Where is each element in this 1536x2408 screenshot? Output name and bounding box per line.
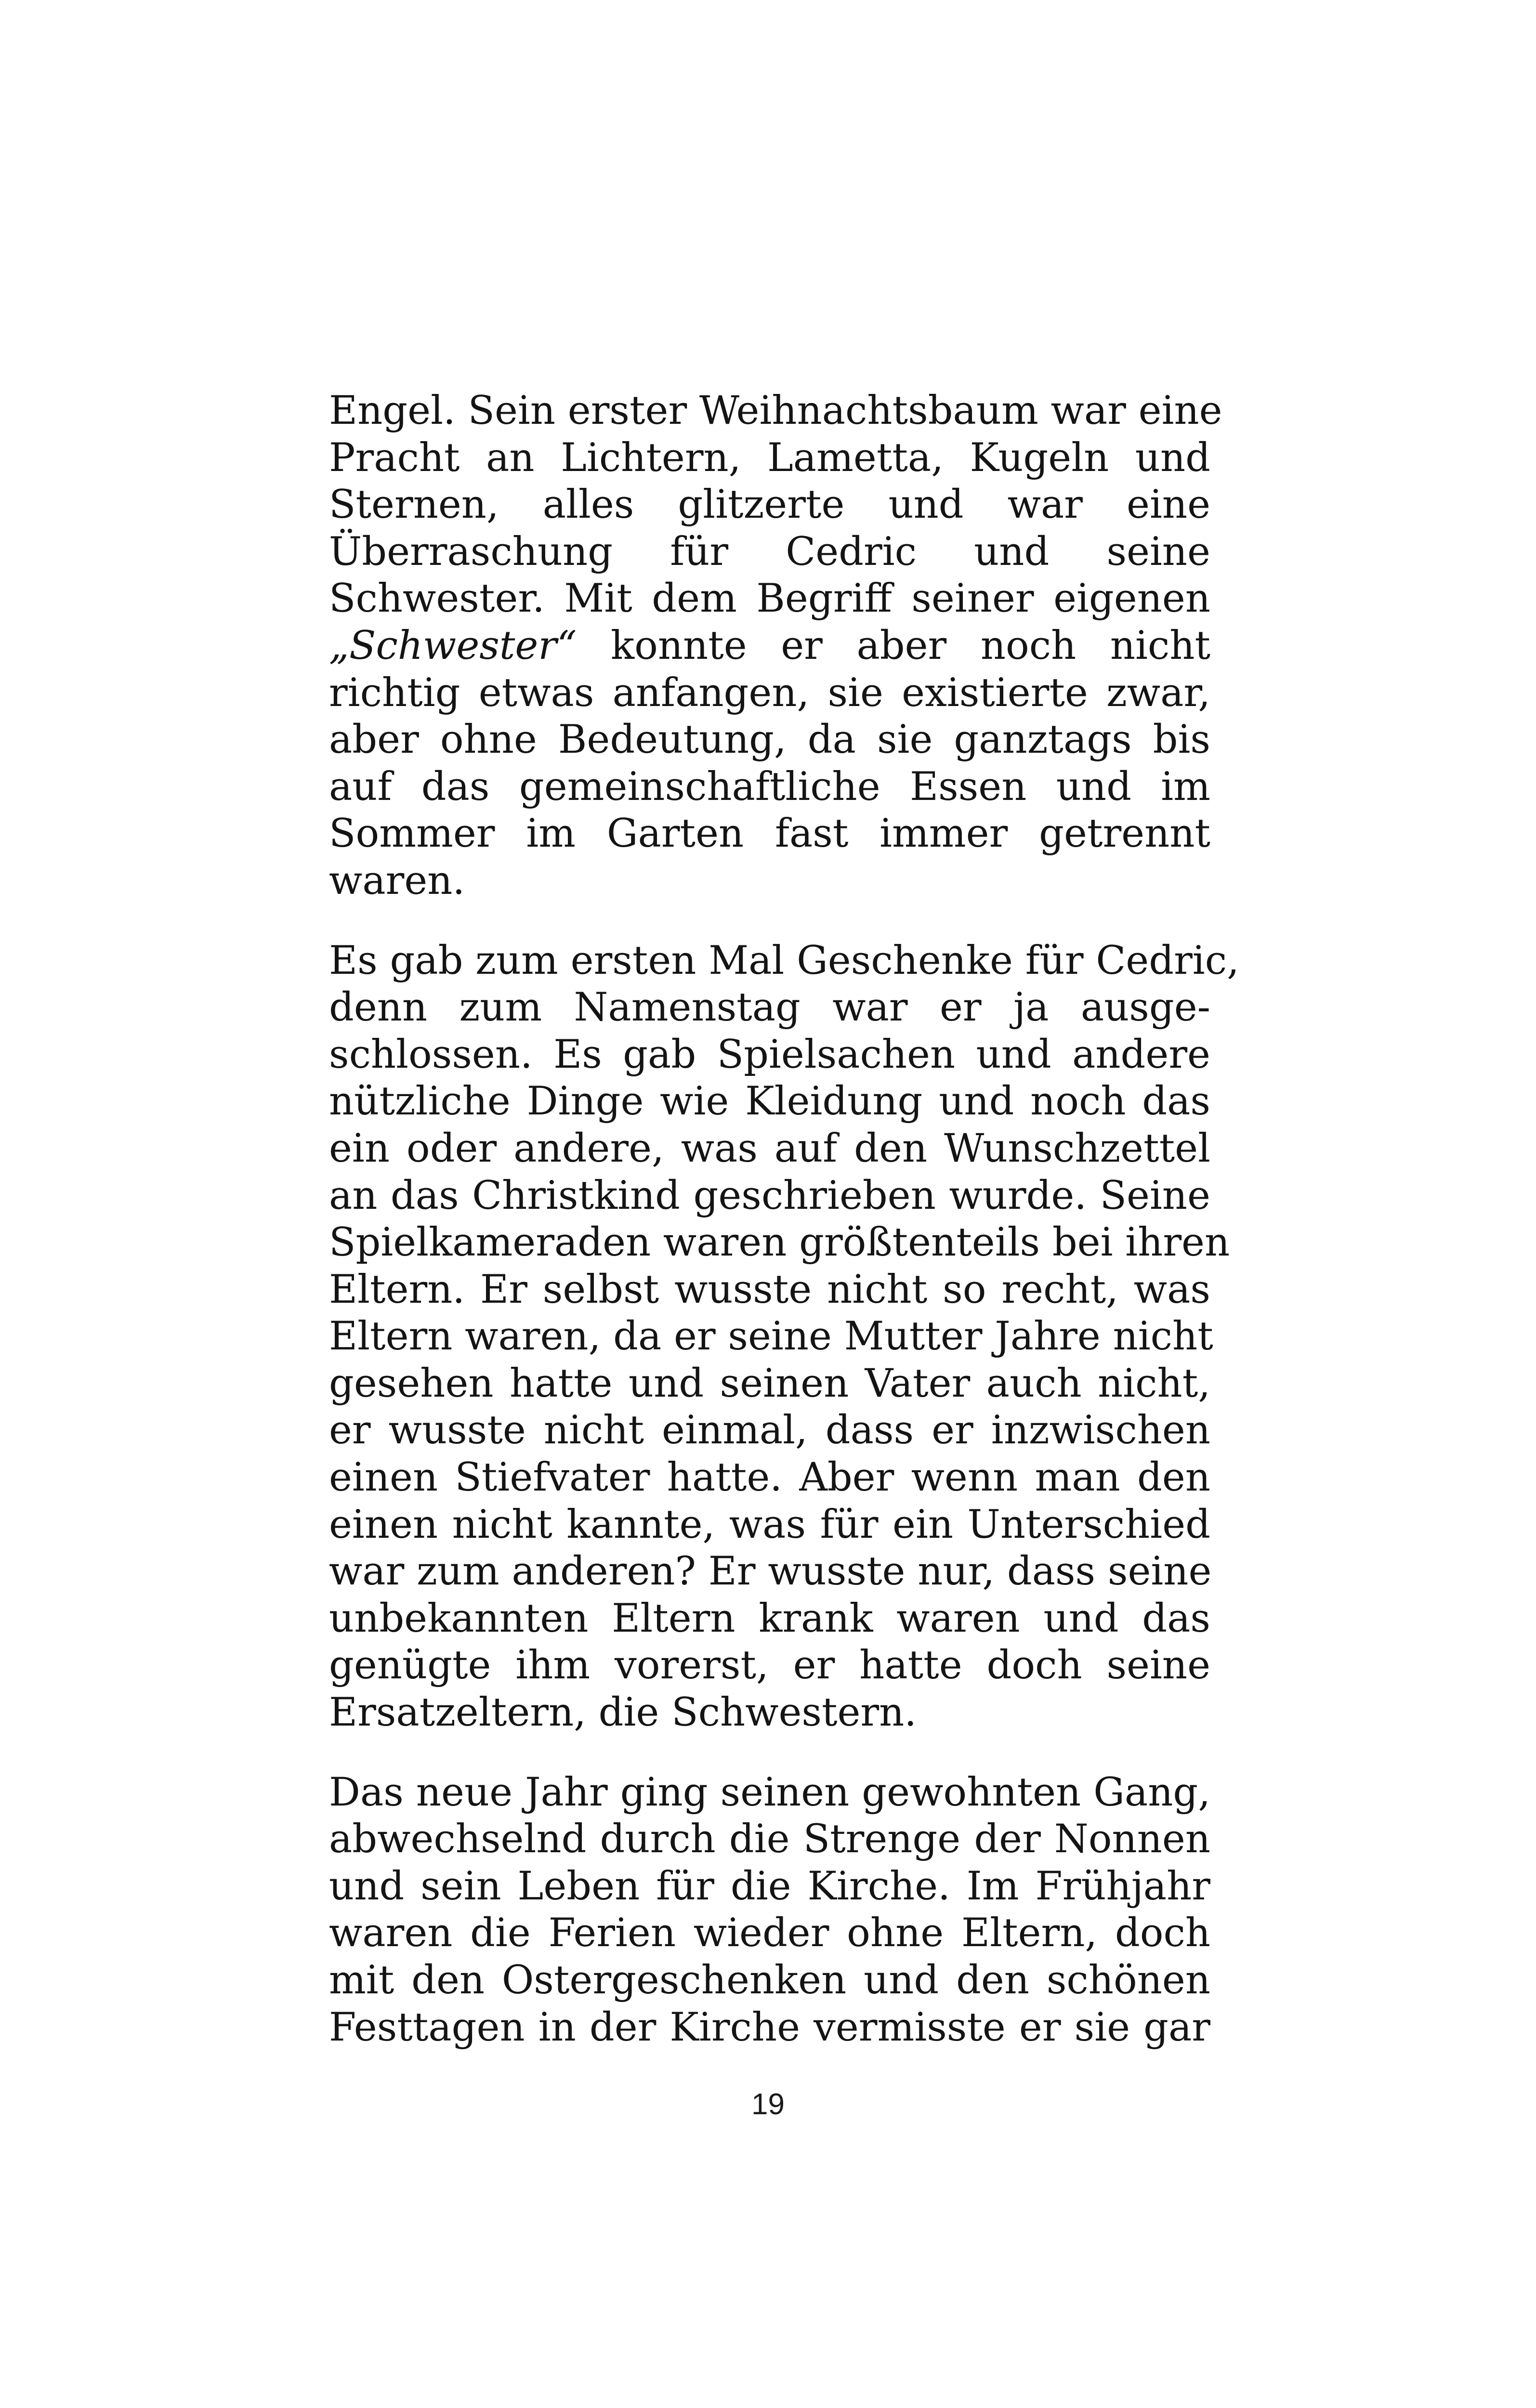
text-line: schlossen. Es gab Spielsachen und andere: [329, 1032, 1210, 1077]
text-line: mit den Ostergeschenken und den schönen: [329, 1958, 1210, 2003]
body-text: [329, 388, 1239, 2084]
text-line: war zum anderen? Er wusste nur, dass seine: [329, 1549, 1212, 1595]
text-line: Sternen, alles glitzerte und war eine: [329, 482, 1210, 528]
text-line-rest: konnte er aber noch nicht: [577, 623, 1210, 668]
page-number: 19: [751, 2088, 785, 2121]
text-line: Festtagen in der Kirche vermisste er sie gar: [329, 2004, 1210, 2050]
text-line: Schwester. Mit dem Begriff seiner eigenen: [329, 576, 1210, 622]
emphasized-word: „Schwester“: [329, 623, 577, 668]
text-line: Spielkameraden waren größtenteils bei ihren: [329, 1220, 1230, 1266]
text-line: denn zum Namenstag war er ja ausge-: [329, 985, 1210, 1031]
text-line: richtig etwas anfangen, sie existierte zwar,: [329, 670, 1210, 716]
text-line: Eltern. Er selbst wusste nicht so recht, was: [329, 1267, 1210, 1312]
text-line: Sommer im Garten fast immer getrennt: [329, 811, 1210, 857]
paragraph-2: [329, 938, 1239, 1737]
text-line: waren die Ferien wieder ohne Eltern, doch: [329, 1911, 1210, 1956]
text-line: Ersatzeltern, die Schwestern.: [329, 1690, 917, 1736]
text-line: Engel. Sein erster Weihnachtsbaum war eine: [329, 388, 1222, 433]
text-line: waren.: [329, 858, 465, 903]
paragraph-1: [329, 388, 1222, 905]
text-line: und sein Leben für die Kirche. Im Frühjahr: [329, 1863, 1210, 1909]
text-line: ein oder andere, was auf den Wunschzettel: [329, 1125, 1210, 1171]
text-line: [329, 623, 1210, 670]
text-line: er wusste nicht einmal, dass er inzwischen: [329, 1408, 1210, 1453]
text-line: Überraschung für Cedric und seine: [329, 529, 1210, 575]
text-line: Es gab zum ersten Mal Geschenke für Cedric,: [329, 938, 1239, 983]
text-line: an das Christkind geschrieben wurde. Seine: [329, 1173, 1210, 1218]
text-line: aber ohne Bedeutung, da sie ganztags bis: [329, 717, 1210, 763]
text-line: auf das gemeinschaftliche Essen und im: [329, 764, 1210, 810]
text-line: einen Stiefvater hatte. Aber wenn man den: [329, 1455, 1210, 1501]
text-line: unbekannten Eltern krank waren und das: [329, 1596, 1210, 1641]
text-line: Das neue Jahr ging seinen gewohnten Gang,: [329, 1769, 1210, 1815]
text-line: genügte ihm vorerst, er hatte doch seine: [329, 1643, 1210, 1688]
text-line: einen nicht kannte, was für ein Unterschied: [329, 1502, 1210, 1547]
text-line: nützliche Dinge wie Kleidung und noch das: [329, 1079, 1210, 1125]
text-line: Eltern waren, da er seine Mutter Jahre nicht: [329, 1314, 1213, 1360]
text-line: abwechselnd durch die Strenge der Nonnen: [329, 1817, 1210, 1862]
paragraph-3: [329, 1769, 1210, 2052]
text-line: Pracht an Lichtern, Lametta, Kugeln und: [329, 435, 1210, 481]
text-line: gesehen hatte und seinen Vater auch nicht,: [329, 1361, 1210, 1406]
